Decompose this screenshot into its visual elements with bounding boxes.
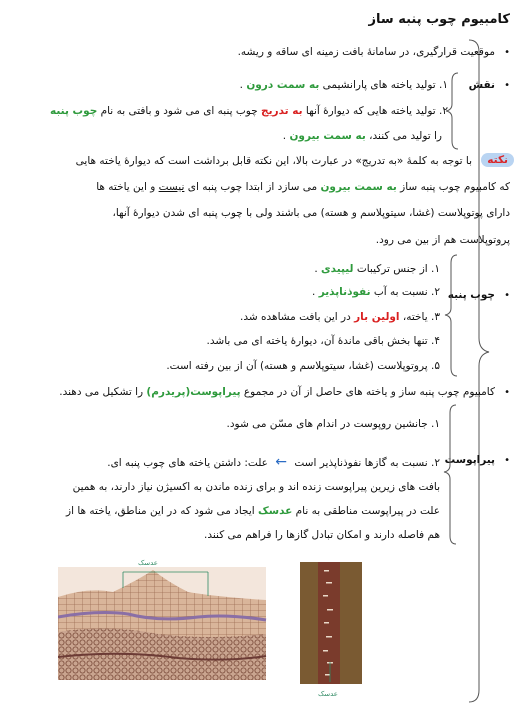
cork-item-4: ۴. تنها بخش باقی ماندهٔ آن، دیوارهٔ یاخته ای می باشد. [206, 335, 440, 347]
note-line-2: که کامبیوم چوب پنبه ساز به سمت بیرون می سازد از ابتدا چوب پنبه ای نیست و این یاخته ها [96, 181, 510, 193]
periderm-para-3: هم فاصله دارند و امکان تبادل گازها را فراهم می کنند. [204, 529, 440, 541]
cork-item-1: ١. از جنس ترکیبات لیپیدی . [314, 263, 440, 275]
bullet-dot: • [504, 290, 510, 301]
role-label: نقش [468, 79, 495, 91]
periderm-para-2: علت در پیراپوست مناطقی به نام عدسک ایجاد می شود که در این مناطق، یاخته ها از [66, 505, 440, 517]
periderm-item-2: ٢. نسبت به گازها نفوذناپذیر است ← علت: داشتن یاخته های چوب پنبه ای. [107, 454, 440, 470]
periderm-para-1: بافت های زیرین پیراپوست زنده اند و برای زنده ماندن به اکسیژن نیاز دارند، به همین [72, 481, 440, 493]
role-item-2-cont: را تولید می کنند، به سمت بیرون . [282, 130, 442, 142]
bullet-dot: • [504, 47, 510, 58]
arrow-left-icon: ← [275, 454, 288, 470]
note-line-3: دارای پوتوپلاست (غشا، سیتوپلاسم و هسته) می باشند ولی با چوب پنبه ای شدن دیوارهٔ آنها، [112, 207, 510, 219]
cork-item-3: ٣. یاخته، اولین بار در این بافت مشاهده شد. [240, 311, 440, 323]
cork-item-5: ۵. پروتوپلاست (غشا، سیتوپلاسم و هسته) آن از بین رفته است. [166, 360, 440, 372]
note-line-1: با توجه به کلمهٔ «به تدریج» در عبارت بالا، این نکته قابل برداشت است که دیوارهٔ یاخته هایی [75, 155, 472, 167]
periderm-formation-text: کامبیوم چوب پنبه ساز و یاخته های حاصل از آن در مجموع پیراپوست(پریدرم) را تشکیل می دهند. [59, 386, 495, 398]
role-item-1: ١. تولید یاخته های پارانشیمی به سمت درون . [239, 79, 448, 91]
location-text: موقعیت قرارگیری، در سامانهٔ بافت زمینه ای ساقه و ریشه. [237, 46, 495, 58]
note-line-4: پروتوپلاست هم از بین می رود. [375, 234, 510, 246]
cork-item-2: ٢. نسبت به آب نفوذناپذیر . [312, 286, 440, 298]
lenticel-caption-right: عدسک [318, 690, 338, 698]
note-badge: نکته [481, 153, 514, 167]
bullet-dot: • [504, 387, 510, 398]
role-item-2: ٢. تولید یاخته هایی که دیوارهٔ آنها به تدریج چوب پنبه ای می شود و بافتی به نام چوب پنبه [50, 105, 448, 117]
periderm-label: پیراپوست [444, 454, 495, 466]
bullet-dot: • [504, 455, 510, 466]
outer-brace [465, 38, 495, 706]
lenticel-caption-left: عدسک [138, 559, 158, 567]
lenticel-micrograph [58, 562, 270, 684]
periderm-item-1: ١. جانشین روپوست در اندام های مسّن می شود. [226, 418, 440, 430]
bullet-dot: • [504, 80, 510, 91]
bark-photo [300, 562, 364, 686]
cork-label: چوب پنبه [447, 289, 495, 301]
page-title: کامبیوم چوب پنبه ساز [368, 12, 510, 27]
